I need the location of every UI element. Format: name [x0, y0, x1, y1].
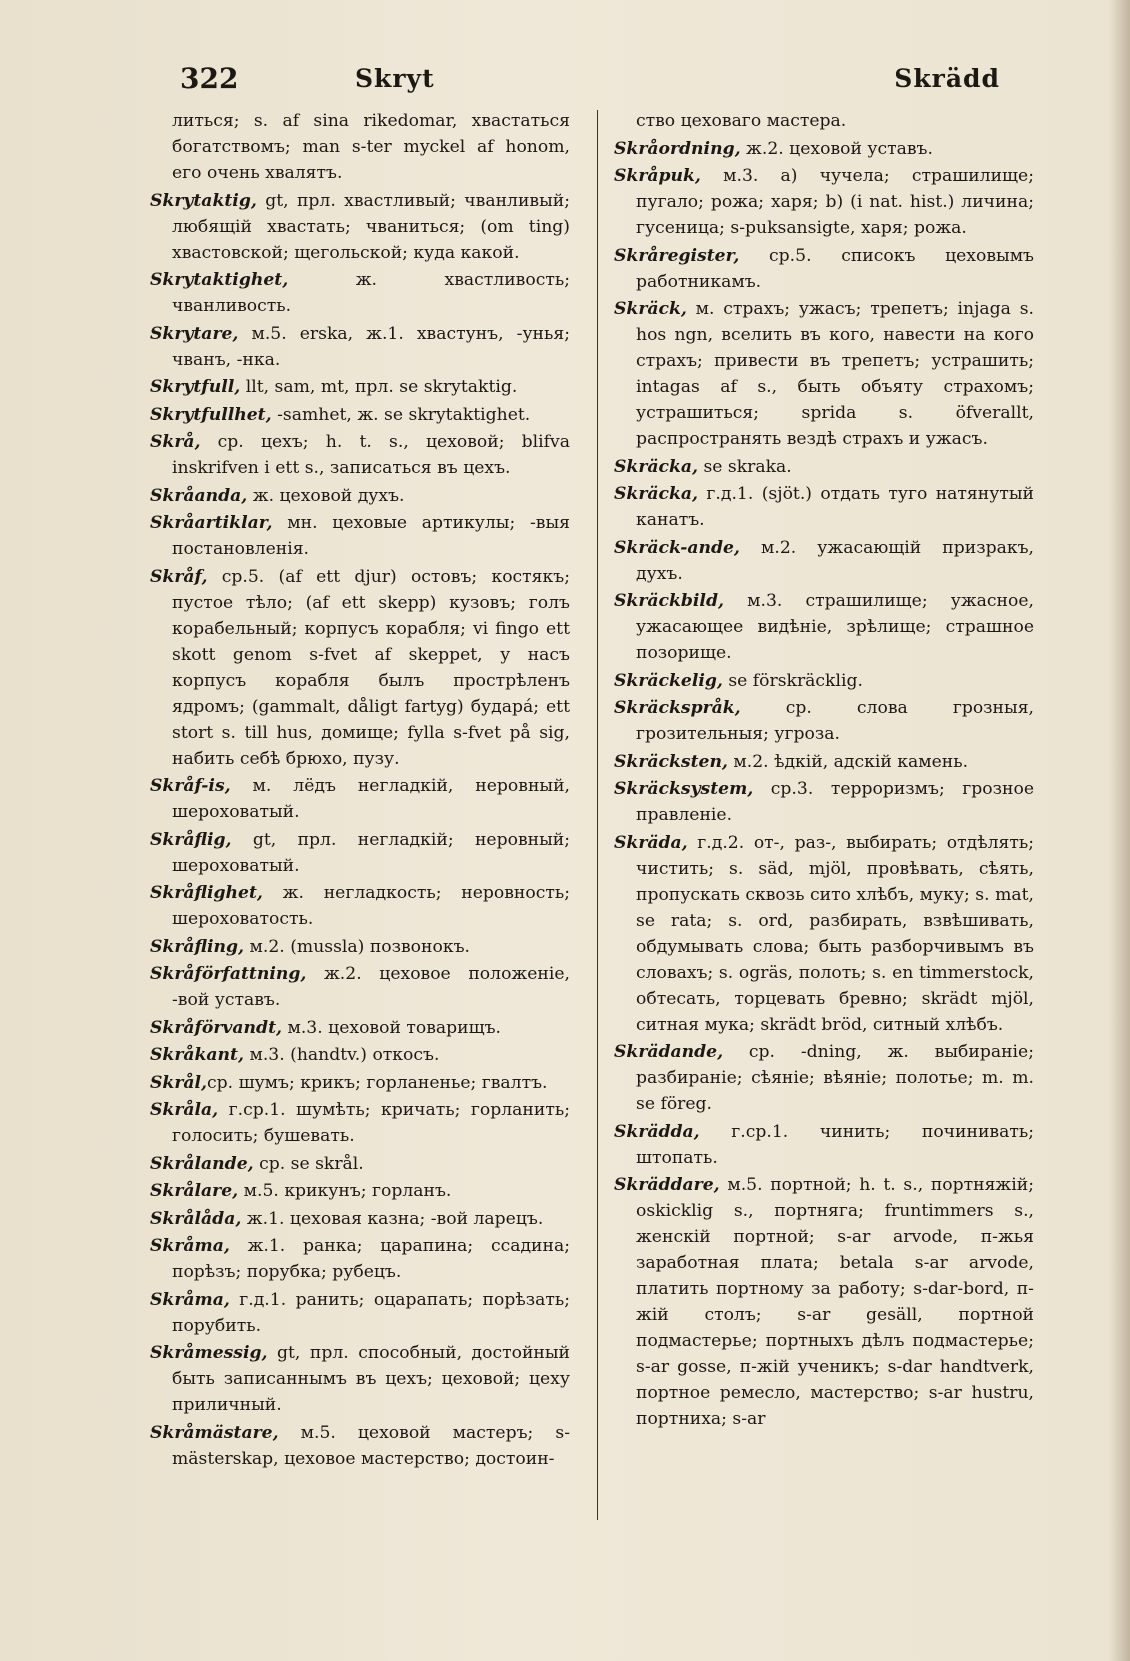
headword: Skråförvandt, — [150, 1017, 282, 1038]
left-column — [150, 108, 570, 1473]
dictionary-entry — [150, 934, 570, 960]
entry-definition: г.ср.1. чинить; починивать; штопать. — [636, 1121, 1034, 1168]
headword: Skräckbild, — [614, 591, 724, 611]
entry-definition: se skraka. — [698, 456, 792, 477]
entry-definition: llt, sam, mt, прл. se skrytaktig. — [240, 377, 518, 397]
headword: Skrålare, — [150, 1181, 239, 1201]
headword: Skråordning, — [614, 138, 741, 159]
entry-definition: г.д.2. от-, раз-, выбирать; отдѣлять; чистить; s. säd, mjöl, провѣвать, сѣять, пропускать сквозь сито хлѣбъ, муку; s. mat, se rata; s. ord, разбирать, взвѣшивать, обдумывать слова; быть разборчивымъ въ словахъ; s. ogräs, полоть; s. en timmerstock, обтесать, торцевать бревно; skrädt mjöl, ситная мука; skrädt bröd, ситный хлѣбъ. — [636, 832, 1034, 1035]
headword: Skrå, — [150, 432, 201, 452]
dictionary-entry — [150, 1070, 570, 1096]
entry-definition: м.3. (handtv.) откосъ. — [243, 1045, 440, 1065]
headword: Skråla, — [150, 1100, 219, 1120]
running-head-left: Skryt — [355, 64, 435, 93]
entry-definition: м.5. портной; h. t. s., портняжій; oskicklig s., портняга; fruntimmers s., женскій портной; s-ar arvode, п-жья заработная плата; betala s-ar arvode, платить портному за работу; s-dar-bord, п-жій столъ; s-ar gesäll, портной подмастерье; портныхъ дѣлъ подмастерье; s-ar gosse, п-жій ученикъ; s-dar handtverk, портное ремесло, мастерство; s-ar hustru, портниха; s-ar — [636, 1175, 1034, 1429]
entry-definition: м. лёдъ негладкій, неровный, шероховатый. — [172, 776, 570, 822]
dictionary-entry — [614, 588, 1034, 666]
headword: Skråfling, — [150, 936, 245, 957]
headword: Skråpuk, — [614, 166, 701, 186]
dictionary-entry — [614, 296, 1034, 452]
headword: Skråförfattning, — [150, 964, 307, 984]
entry-definition: мн. цеховые артикулы; -выя постановленія. — [172, 513, 570, 559]
entry-definition: gt, прл. негладкій; неровный; шероховатый. — [172, 829, 570, 876]
entry-definition: м.3. цеховой товарищъ. — [282, 1017, 501, 1038]
entry-definition: ж.2. цеховое положеніе, -вой уставъ. — [172, 964, 570, 1010]
headword: Skrädande, — [614, 1042, 724, 1062]
entry-definition: м.3. а) чучела; страшилище; пугало; рожа; харя; b) (i nat. hist.) личина; гусеница; s-puksansigte, харя; рожа. — [636, 166, 1034, 238]
entry-definition: ж.1. цеховая казна; -вой ларецъ. — [241, 1208, 544, 1229]
dictionary-entry — [150, 374, 570, 400]
dictionary-entry — [614, 454, 1034, 480]
headword: Skräcka, — [614, 484, 699, 504]
headword: Skräddare, — [614, 1175, 720, 1195]
dictionary-entry — [150, 1151, 570, 1177]
entry-definition: м.5. цеховой мастеръ; s-mästerskap, цеховое мастерство; достоин- — [172, 1422, 570, 1469]
dictionary-entry — [150, 827, 570, 879]
dictionary-entry — [614, 1039, 1034, 1117]
running-head-right: Skrädd — [894, 64, 1000, 93]
dictionary-entry — [150, 961, 570, 1013]
dictionary-entry — [150, 321, 570, 373]
dictionary-entry — [614, 481, 1034, 533]
headword: Skråregister, — [614, 245, 740, 266]
entry-definition: м.3. страшилище; ужасное, ужасающее видѣніе, зрѣлище; страшное позорище. — [636, 591, 1034, 663]
dictionary-entry — [150, 1287, 570, 1339]
dictionary-entry — [150, 429, 570, 481]
entry-definition: ство цеховаго мастера. — [636, 111, 847, 131]
dictionary-entry — [614, 243, 1034, 295]
dictionary-entry — [150, 564, 570, 772]
right-column — [614, 108, 1034, 1434]
headword: Skrädda, — [614, 1121, 700, 1142]
headword: Skrytaktighet, — [150, 270, 289, 290]
dictionary-entry — [150, 510, 570, 562]
dictionary-entry — [150, 880, 570, 932]
entry-definition: ж. цеховой духъ. — [247, 485, 405, 506]
entry-definition: м.5. erska, ж.1. хвастунъ, -унья; чванъ, -нка. — [172, 323, 570, 370]
entry-continuation — [614, 108, 1034, 134]
headword: Skräck, — [614, 299, 687, 319]
headword: Skräcksten, — [614, 751, 728, 772]
entry-definition: м.2. (mussla) позвонокъ. — [244, 936, 470, 957]
headword: Skråflig, — [150, 829, 232, 850]
dictionary-entry — [150, 1178, 570, 1204]
headword: Skrytfull, — [150, 377, 241, 397]
headword: Skrål, — [150, 1072, 208, 1093]
headword: Skråmessig, — [150, 1343, 268, 1363]
entry-definition: г.ср.1. шумѣть; кричать; горланить; голосить; бушевать. — [172, 1100, 570, 1146]
entry-definition: ж. хвастливость; чванливость. — [172, 270, 570, 316]
headword: Skråf, — [150, 566, 208, 587]
entry-definition: ср. se skrål. — [253, 1153, 364, 1174]
dictionary-entry — [150, 1233, 570, 1285]
entry-definition: м.2. ужасающій призракъ, духъ. — [636, 537, 1034, 584]
headword: Skräckspråk, — [614, 698, 741, 718]
headword: Skråartiklar, — [150, 513, 273, 533]
headword: Skråanda, — [150, 485, 248, 506]
headword: Skräckelig, — [614, 670, 723, 691]
dictionary-entry — [150, 1340, 570, 1418]
dictionary-entry — [150, 1042, 570, 1068]
entry-definition: -samhet, ж. se skrytaktighet. — [271, 404, 531, 425]
entry-definition: ср.5. (af ett djur) остовъ; костякъ; пустое тѣло; (af ett skepp) кузовъ; голъ корабельный; корпусъ корабля; vi fingo ett skott genom s-fvet af skeppet, у насъ корпусъ корабля былъ прострѣленъ ядромъ; (gammalt, dåligt fartyg) бударá; ett stort s. till hus, домище; fylla s-fvet på sig, набить себѣ брюхо, пузу. — [172, 566, 570, 769]
headword: Skräcka, — [614, 456, 699, 477]
entry-definition: ж.2. цеховой уставъ. — [740, 138, 933, 159]
entry-definition: gt, прл. способный, достойный быть записаннымъ въ цехъ; цеховой; цеху приличный. — [172, 1343, 570, 1415]
page-header — [180, 62, 1000, 102]
dictionary-entry — [150, 1206, 570, 1232]
entry-continuation — [150, 108, 570, 186]
dictionary-entry — [150, 1097, 570, 1149]
dictionary-entry — [614, 695, 1034, 747]
dictionary-entry — [150, 1015, 570, 1041]
entry-definition: г.д.1. ранить; оцарапать; порѣзать; порубить. — [172, 1289, 570, 1336]
dictionary-entry — [614, 1119, 1034, 1171]
column-divider — [597, 110, 598, 1520]
entry-definition: se förskräcklig. — [722, 670, 863, 691]
headword: Skråkant, — [150, 1045, 244, 1065]
entry-definition: ср.3. терроризмъ; грозное правленіе. — [636, 779, 1034, 825]
dictionary-entry — [614, 776, 1034, 828]
entry-definition: литься; s. af sina rikedomar, хвастаться богатствомъ; man s-ter myckel af honom, его очень хвалятъ. — [172, 111, 570, 183]
headword: Skrytaktig, — [150, 190, 257, 211]
entry-definition: м.5. крикунъ; горланъ. — [238, 1181, 452, 1201]
headword: Skräck-ande, — [614, 537, 740, 558]
entry-definition: gt, прл. хвастливый; чванливый; любящій хвастать; чваниться; (om ting) хвастовской; щегольской; куда какой. — [172, 190, 570, 263]
headword: Skräda, — [614, 832, 688, 853]
dictionary-entry — [150, 188, 570, 266]
dictionary-entry — [150, 1420, 570, 1472]
headword: Skråf-is, — [150, 776, 231, 796]
entry-definition: ср. -dning, ж. выбираніе; разбираніе; сѣяніе; вѣяніе; полотье; m. m. se föreg. — [636, 1042, 1034, 1114]
headword: Skråma, — [150, 1236, 230, 1256]
headword: Skråma, — [150, 1289, 230, 1310]
dictionary-entry — [614, 830, 1034, 1038]
dictionary-entry — [614, 535, 1034, 587]
headword: Skråmästare, — [150, 1422, 279, 1443]
page-number: 322 — [180, 62, 239, 95]
entry-definition: ж. негладкость; неровность; шероховатость. — [172, 883, 570, 929]
headword: Skråflighet, — [150, 883, 263, 903]
dictionary-entry — [150, 402, 570, 428]
entry-definition: м.2. ѣдкій, адскій камень. — [727, 751, 969, 772]
entry-definition: м. страхъ; ужасъ; трепетъ; injaga s. hos ngn, вселить въ кого, навести на кого страхъ; привести въ трепетъ; устрашить; intagas af s., быть объяту страхомъ; устрашиться; sprida s. öfverallt, распространять вездѣ страхъ и ужасъ. — [636, 299, 1034, 449]
entry-definition: ср. шумъ; крикъ; горланенье; гвалтъ. — [207, 1072, 548, 1093]
dictionary-entry — [150, 773, 570, 825]
entry-definition: ср.5. списокъ цеховымъ работникамъ. — [636, 245, 1034, 292]
dictionary-entry — [614, 749, 1034, 775]
dictionary-entry — [150, 483, 570, 509]
entry-definition: г.д.1. (sjöt.) отдать туго натянутый канатъ. — [636, 484, 1034, 530]
dictionary-entry — [614, 163, 1034, 241]
dictionary-entry — [614, 136, 1034, 162]
headword: Skrålåda, — [150, 1208, 242, 1229]
dictionary-entry — [150, 267, 570, 319]
headword: Skrytare, — [150, 323, 239, 344]
headword: Skrytfullhet, — [150, 404, 272, 425]
entry-definition: ж.1. ранка; царапина; ссадина; порѣзъ; порубка; рубецъ. — [172, 1236, 570, 1282]
entry-definition: ср. цехъ; h. t. s., цеховой; blifva inskrifven i ett s., записаться въ цехъ. — [172, 432, 570, 478]
headword: Skräcksystem, — [614, 779, 754, 799]
entry-definition: ср. слова грозныя, грозительныя; угроза. — [636, 698, 1034, 744]
headword: Skrålande, — [150, 1153, 254, 1174]
dictionary-entry — [614, 1172, 1034, 1432]
dictionary-entry — [614, 668, 1034, 694]
